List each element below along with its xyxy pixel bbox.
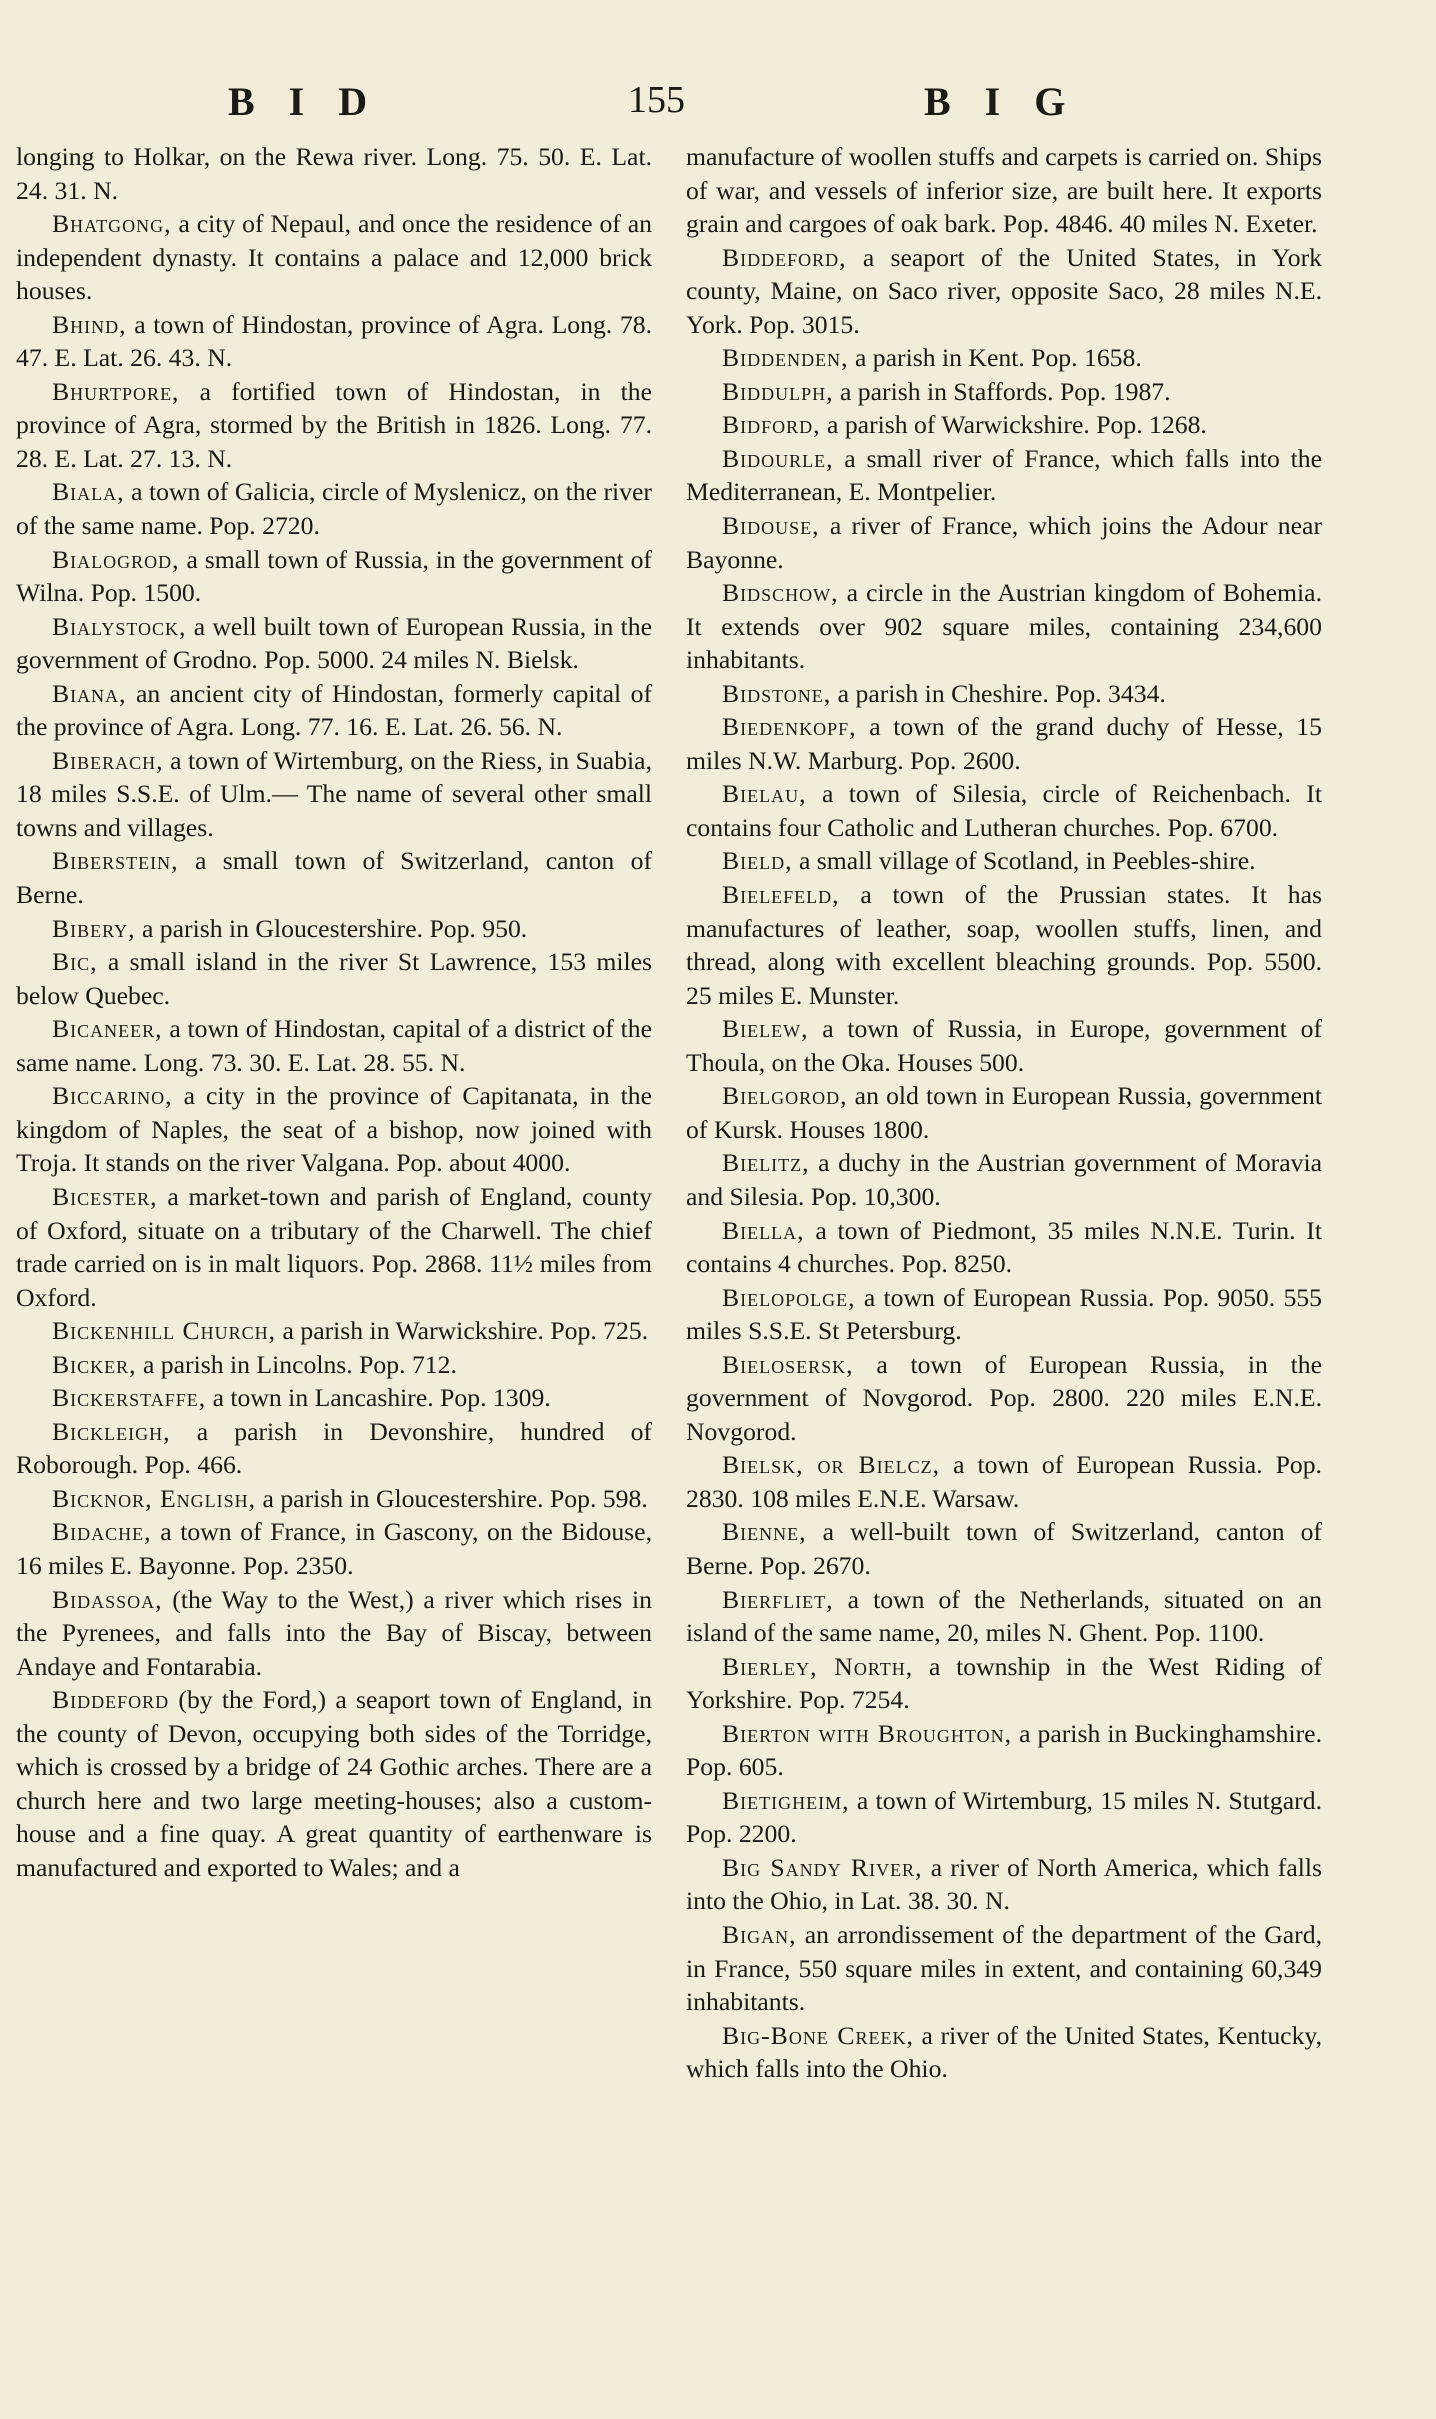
gazetteer-entry [16,140,652,207]
gazetteer-entry [686,1784,1322,1851]
entry-text: a town of European Russia. Pop. 2830. 108 miles E.N.E. Warsaw. [686,1450,1322,1513]
entry-headword: Bielew, [722,1014,809,1044]
entry-text: a city of Nepaul, and once the residence of an independent dynasty. It contains a palace and 12,000 brick houses. [16,209,652,306]
entry-text: a small town of Switzerland, canton of Berne. [16,846,652,910]
gazetteer-entry [16,475,652,542]
gazetteer-entry [686,2019,1322,2086]
gazetteer-entry [686,1012,1322,1079]
entry-text: a town of Silesia, circle of Reichenbach. It contains four Catholic and Lutheran churches. Pop. 6700. [686,779,1322,842]
entry-headword: Bidache, [52,1517,152,1547]
gazetteer-entry [16,1079,652,1180]
entry-headword: Bienne, [722,1517,807,1547]
gazetteer-entry [686,777,1322,844]
entry-headword: Bicker, [52,1349,137,1379]
gazetteer-entry [16,744,652,845]
entry-headword: Bicester, [52,1181,158,1211]
entry-headword: Bialystock, [52,611,187,641]
gazetteer-entry [16,1180,652,1314]
gazetteer-entry [16,1482,652,1516]
entry-text: a town of the Netherlands, situated on an island of the same name, 20, miles N. Ghent. Pop. 1100. [686,1584,1322,1648]
entry-text: a circle in the Austrian kingdom of Bohemia. It extends over 902 square miles, containing 234,600 inhabitants. [686,578,1322,675]
entry-headword: Biberstein, [52,846,179,876]
entry-text: a parish in Warwickshire. Pop. 725. [276,1316,649,1346]
running-head-right: BIG [924,79,1100,124]
entry-headword: Bielitz, [722,1148,810,1178]
entry-headword: Biberach, [52,745,164,775]
gazetteer-entry [16,1314,652,1348]
entry-headword: Bibery, [52,913,136,943]
entry-text: a town in Lancashire. Pop. 1309. [206,1383,551,1413]
gazetteer-entry [686,1515,1322,1582]
entry-headword: Biala, [52,477,125,507]
gazetteer-entry [16,677,652,744]
gazetteer-entry [16,1348,652,1382]
gazetteer-entry [686,1583,1322,1650]
gazetteer-entry [686,1650,1322,1717]
left-column [16,140,652,1884]
gazetteer-entry [686,677,1322,711]
entry-headword: Bielopolge, [722,1282,856,1312]
entry-headword: Bicknor, English, [52,1483,257,1513]
entry-headword: Biella, [722,1215,805,1245]
entry-headword: Bigan, [722,1919,797,1949]
entry-headword: Bialogrod, [52,544,180,574]
running-head-left: BID [228,79,402,124]
entry-headword: Bidschow, [722,578,839,608]
entry-headword: Biedenkopf, [722,712,857,742]
gazetteer-entry [16,912,652,946]
entry-headword: Bidouse, [722,511,820,541]
gazetteer-entry [686,1717,1322,1784]
entry-headword: Bielsk, or Bielcz, [722,1450,941,1480]
page-header [0,78,1436,126]
entry-text: a parish in Devonshire, hundred of Roborough. Pop. 466. [16,1416,652,1480]
entry-text: a river of France, which joins the Adour near Bayonne. [686,511,1322,574]
entry-text: a parish in Gloucestershire. Pop. 598. [256,1483,648,1513]
entry-text: a well built town of European Russia, in the government of Grodno. Pop. 5000. 24 miles N. Bielsk. [16,611,652,675]
entry-text: an arrondissement of the department of the Gard, in France, 550 square miles in extent, and containing 60,349 inhabitants. [686,1919,1322,2017]
entry-headword: Bidstone, [722,678,832,708]
entry-text: an ancient city of Hindostan, formerly capital of the province of Agra. Long. 77. 16. E. Lat. 26. 56. N. [16,678,652,742]
gazetteer-entry [686,1281,1322,1348]
entry-headword: Biana, [52,678,127,708]
gazetteer-entry [686,710,1322,777]
gazetteer-entry [16,207,652,308]
entry-text: a town of Hindostan, province of Agra. Long. 78. 47. E. Lat. 26. 43. N. [16,309,652,373]
gazetteer-entry [16,1415,652,1482]
entry-headword: Bhurtpore, [52,376,180,406]
entry-text: a town of European Russia. Pop. 9050. 555 miles S.S.E. St Petersburg. [686,1282,1322,1346]
entry-headword: Bielosersk, [722,1349,854,1379]
entry-text: a town of Galicia, circle of Myslenicz, on the river of the same name. Pop. 2720. [16,477,652,541]
entry-headword: Biddeford [52,1685,170,1715]
page-number: 155 [628,79,685,121]
entry-headword: Bickenhill Church, [52,1316,277,1346]
entry-text: a parish in Kent. Pop. 1658. [848,343,1142,373]
entry-headword: Bhatgong, [52,209,172,239]
gazetteer-entry [16,543,652,610]
gazetteer-entry [686,241,1322,342]
gazetteer-entry [16,844,652,911]
right-column [686,140,1322,2086]
gazetteer-entry [686,1214,1322,1281]
gazetteer-entry [686,140,1322,241]
gazetteer-entry [686,878,1322,1012]
entry-headword: Bickleigh, [52,1416,171,1446]
entry-headword: Big Sandy River, [722,1852,923,1882]
entry-text: longing to Holkar, on the Rewa river. Long. 75. 50. E. Lat. 24. 31. N. [16,142,652,205]
entry-text: (the Way to the West,) a river which rises in the Pyrenees, and falls into the Bay of Biscay, between Andaye and Fontarabia. [16,1584,652,1681]
entry-headword: Bielau, [722,779,807,809]
entry-text: a town of Hindostan, capital of a district of the same name. Long. 73. 30. E. Lat. 28. 55. N. [16,1014,652,1077]
entry-headword: Big-Bone Creek, [722,2020,914,2050]
entry-headword: Bierfliet, [722,1584,834,1614]
gazetteer-entry [16,375,652,476]
entry-headword: Bierton with Broughton, [722,1718,1013,1748]
entry-headword: Biddenden, [722,343,849,373]
gazetteer-entry [686,509,1322,576]
gazetteer-entry [686,1348,1322,1449]
entry-text: (by the Ford,) a seaport town of England, in the county of Devon, occupying both sides of the Torridge, which is crossed by a bridge of 24 Gothic arches. There are a church here and two large meeting-houses; also a custom-house and a fine quay. A great quantity of earthenware is manufactured and exported to Wales; and a [16,1685,652,1882]
gazetteer-entry [686,1079,1322,1146]
gazetteer-entry [686,576,1322,677]
entry-text: a fortified town of Hindostan, in the province of Agra, stormed by the British in 1826. Long. 77. 28. E. Lat. 27. 13. N. [16,376,652,473]
gazetteer-entry [16,308,652,375]
entry-headword: Biddulph, [722,376,834,406]
entry-text: a parish of Warwickshire. Pop. 1268. [820,410,1207,440]
gazetteer-entry [686,1448,1322,1515]
entry-text: a duchy in the Austrian government of Moravia and Silesia. Pop. 10,300. [686,1148,1322,1211]
entry-text: a parish in Gloucestershire. Pop. 950. [135,913,528,943]
gazetteer-entry [686,1851,1322,1918]
entry-headword: Bietigheim, [722,1785,850,1815]
entry-text: a town of France, in Gascony, on the Bidouse, 16 miles E. Bayonne. Pop. 2350. [16,1517,652,1580]
entry-headword: Bidford, [722,410,821,440]
gazetteer-entry [16,1683,652,1884]
gazetteer-entry [686,442,1322,509]
entry-headword: Bidassoa, [52,1584,163,1614]
entry-headword: Bickerstaffe, [52,1383,207,1413]
entry-text: an old town in European Russia, government of Kursk. Houses 1800. [686,1081,1322,1144]
gazetteer-entry [16,610,652,677]
entry-text: a town of the grand duchy of Hesse, 15 miles N.W. Marburg. Pop. 2600. [686,712,1322,775]
entry-text: a town of Piedmont, 35 miles N.N.E. Turin. It contains 4 churches. Pop. 8250. [686,1215,1322,1279]
entry-text: a small river of France, which falls into the Mediterranean, E. Montpelier. [686,443,1322,507]
gazetteer-entry [686,844,1322,878]
entry-text: a small town of Russia, in the government of Wilna. Pop. 1500. [16,544,652,608]
entry-headword: Bicaneer, [52,1014,163,1044]
entry-text: a river of North America, which falls into the Ohio, in Lat. 38. 30. N. [686,1852,1322,1916]
entry-text: a parish in Buckinghamshire. Pop. 605. [686,1718,1322,1782]
entry-text: a small village of Scotland, in Peebles-shire. [792,846,1256,876]
entry-headword: Bielgorod, [722,1081,848,1111]
entry-headword: Biccarino, [52,1081,173,1111]
entry-headword: Bic, [52,947,98,977]
gazetteer-entry [16,1381,652,1415]
entry-headword: Bhind, [52,309,127,339]
gazetteer-entry [16,1583,652,1684]
entry-text: a town of Wirtemburg, on the Riess, in Suabia, 18 miles S.S.E. of Ulm.— The name of several other small towns and villages. [16,745,652,842]
entry-text: a town of Russia, in Europe, government of Thoula, on the Oka. Houses 500. [686,1014,1322,1077]
gazetteer-entry [16,1515,652,1582]
entry-text: a well-built town of Switzerland, canton of Berne. Pop. 2670. [686,1517,1322,1580]
entry-text: a parish in Lincolns. Pop. 712. [136,1349,457,1379]
entry-text: a parish in Cheshire. Pop. 3434. [831,678,1166,708]
entry-headword: Bielefeld, [722,880,840,910]
entry-text: a township in the West Riding of Yorkshire. Pop. 7254. [686,1651,1322,1715]
entry-headword: Biddeford, [722,242,847,272]
entry-text: a parish in Staffords. Pop. 1987. [833,376,1171,406]
entry-headword: Bierley, North, [722,1651,914,1681]
gazetteer-entry [16,945,652,1012]
entry-text: a town of European Russia, in the government of Novgorod. Pop. 2800. 220 miles E.N.E. Novgorod. [686,1349,1322,1446]
entry-text: a river of the United States, Kentucky, which falls into the Ohio. [686,2020,1323,2084]
entry-text: a seaport of the United States, in York county, Maine, on Saco river, opposite Saco, 28 miles N.E. York. Pop. 3015. [686,242,1322,339]
entry-text: a market-town and parish of England, county of Oxford, situate on a tributary of the Charwell. The chief trade carried on is in malt liquors. Pop. 2868. 11½ miles from Oxford. [16,1181,652,1312]
entry-text: a town of Wirtemburg, 15 miles N. Stutgard. Pop. 2200. [686,1785,1322,1849]
gazetteer-entry [686,341,1322,375]
gazetteer-entry [686,408,1322,442]
entry-text: manufacture of woollen stuffs and carpets is carried on. Ships of war, and vessels of inferior size, are built here. It exports grain and cargoes of oak bark. Pop. 4846. 40 miles N. Exeter. [686,142,1322,239]
gazetteer-entry [686,1146,1322,1213]
gazetteer-entry [686,1918,1322,2019]
entry-headword: Bidourle, [722,443,834,473]
gazetteer-entry [16,1012,652,1079]
entry-text: a city in the province of Capitanata, in the kingdom of Naples, the seat of a bishop, now joined with Troja. It stands on the river Valgana. Pop. about 4000. [16,1081,652,1178]
entry-text: a town of the Prussian states. It has manufactures of leather, soap, woollen stuffs, linen, and thread, along with excellent bleaching grounds. Pop. 5500. 25 miles E. Munster. [686,880,1322,1010]
gazetteer-entry [686,375,1322,409]
entry-headword: Bield, [722,846,793,876]
entry-text: a small island in the river St Lawrence, 153 miles below Quebec. [16,947,652,1010]
